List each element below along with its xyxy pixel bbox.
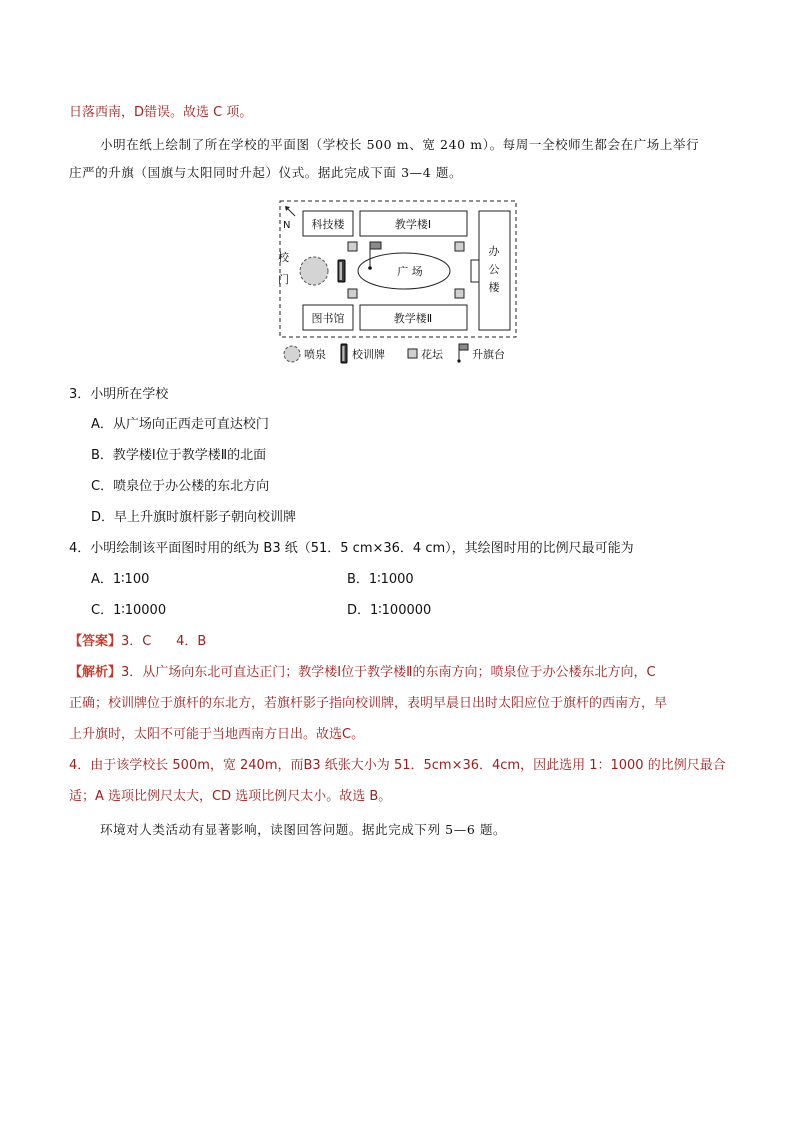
analysis-line-1 xyxy=(69,664,656,682)
plaza-label: 广 场 xyxy=(397,265,423,278)
analysis-line-4: 4．由于该学校长 500m，宽 240m，而B3 纸张大小为 51．5cm×36．4cm，因此选用 1：1000 的比例尺最合 xyxy=(69,758,726,773)
analysis-line-5: 适；A 选项比例尺太大，CD 选项比例尺太小。故选 B。 xyxy=(69,789,392,804)
q3-option-c: C．喷泉位于办公楼的东北方向 xyxy=(91,479,270,494)
flag xyxy=(370,242,381,249)
legend-flag-symbol xyxy=(459,344,468,350)
office-label-1: 办 xyxy=(488,245,500,258)
teaching-building-1-label: 教学楼Ⅰ xyxy=(394,218,432,231)
flowerbed xyxy=(455,242,464,251)
flowerbed xyxy=(348,289,357,298)
legend-flagpole-base xyxy=(457,359,460,362)
office-label-2: 公 xyxy=(488,263,500,276)
legend-motto-highlight xyxy=(342,346,344,361)
flagpole-base xyxy=(368,266,372,270)
answer-text: 3．C 4．B xyxy=(121,634,207,649)
question-stem-line-2: 庄严的升旗（国旗与太阳同时升起）仪式。据此完成下面 3—4 题。 xyxy=(69,165,463,180)
q4-option-c: C．1∶10000 xyxy=(91,603,167,618)
office-entrance xyxy=(471,260,479,282)
analysis-line-3: 上升旗时，太阳不可能于当地西南方日出。故选C。 xyxy=(69,727,365,742)
analysis-label: 【解析】 xyxy=(69,665,122,680)
school-plan-map xyxy=(278,198,520,368)
legend-flowerbed-symbol xyxy=(408,349,417,358)
library-label: 图书馆 xyxy=(311,312,345,325)
office-label-3: 楼 xyxy=(488,281,500,294)
q4-option-b: B．1∶1000 xyxy=(347,572,414,587)
q3-stem: 3．小明所在学校 xyxy=(69,387,169,402)
analysis-line-2: 正确；校训牌位于旗杆的东北方，若旗杆影子指向校训牌，表明早晨日出时太阳应位于旗杆的西南方，早 xyxy=(69,696,668,711)
q3-option-b: B．教学楼Ⅰ位于教学楼Ⅱ的北面 xyxy=(91,448,267,463)
legend-motto-label: 校训牌 xyxy=(352,348,385,361)
q4-option-d: D．1∶100000 xyxy=(347,603,432,618)
flowerbed xyxy=(348,242,357,251)
tech-building-label: 科技楼 xyxy=(311,218,345,231)
answer-line xyxy=(69,633,206,651)
q4-option-a: A．1∶100 xyxy=(91,572,150,587)
question-stem-line-1: 小明在纸上绘制了所在学校的平面图（学校长 500 m、宽 240 m）。每周一全校师生都会在广场上举行 xyxy=(100,137,700,152)
flowerbed xyxy=(455,289,464,298)
gate-label-2: 门 xyxy=(278,273,289,286)
answer-label: 【答案】 xyxy=(69,634,122,649)
legend-flowerbed-label: 花坛 xyxy=(421,348,443,361)
q4-stem: 4．小明绘制该平面图时用的纸为 B3 纸（51．5 cm×36．4 cm），其绘图时用的比例尺最可能为 xyxy=(69,541,634,556)
intro-line: 日落西南，D错误。故选 C 项。 xyxy=(69,105,253,120)
legend-fountain-label: 喷泉 xyxy=(304,348,326,361)
fountain xyxy=(300,257,328,285)
gate-label-1: 校 xyxy=(278,251,289,264)
q3-option-d: D．早上升旗时旗杆影子朝向校训牌 xyxy=(91,510,297,525)
q3-option-a: A．从广场向正西走可直达校门 xyxy=(91,417,269,432)
legend-flag-label: 升旗台 xyxy=(472,348,505,361)
teaching-building-2-label: 教学楼Ⅱ xyxy=(393,312,433,325)
analysis-text-1: 3．从广场向东北可直达正门；教学楼Ⅰ位于教学楼Ⅱ的东南方向；喷泉位于办公楼东北方向，C xyxy=(121,665,656,680)
next-question-stem: 环境对人类活动有显著影响，读图回答问题。据此完成下列 5—6 题。 xyxy=(100,822,507,837)
legend-fountain-symbol xyxy=(284,346,300,362)
north-label: N xyxy=(283,220,291,231)
motto-sign-highlight xyxy=(340,262,343,280)
